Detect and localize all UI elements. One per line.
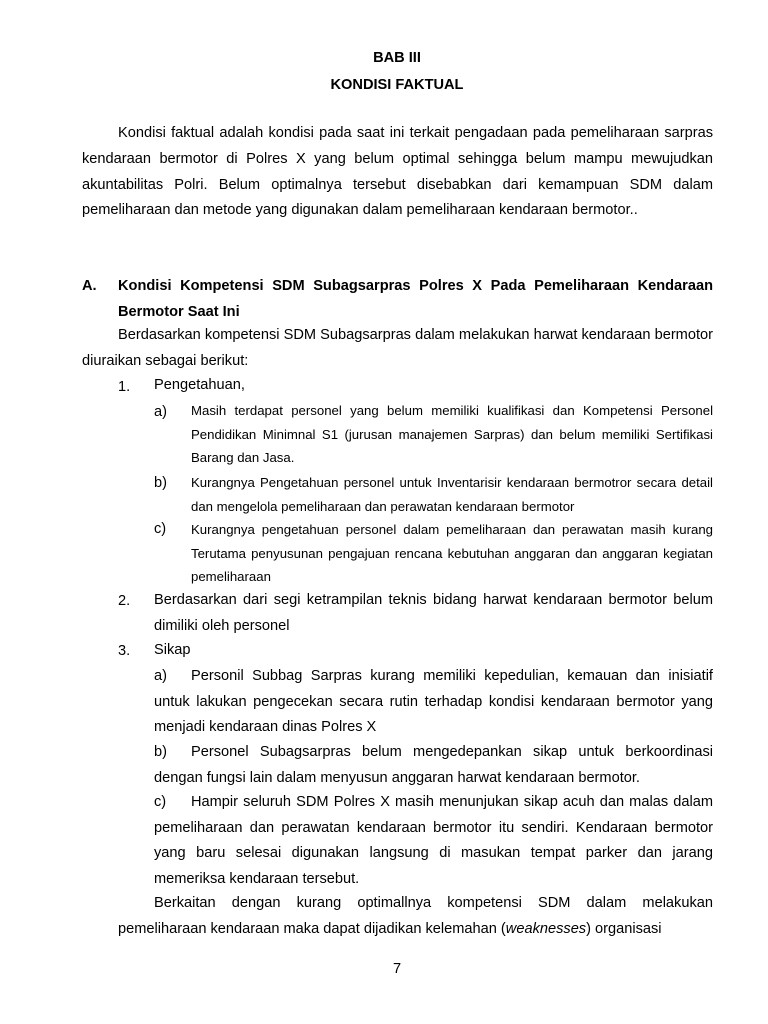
item-text: Sikap	[154, 642, 191, 658]
sub-item-text: Hampir seluruh SDM Polres X masih menunjukan sikap acuh dan malas dalam pemeliharaan dan perawatan kendaraan bermotor itu sendiri. Kendaraan bermotor yang baru selesai digunakan langsung di masukan tempat parker dan jarang memeriksa kendaraan tersebut.	[154, 794, 713, 887]
intro-paragraph: Kondisi faktual adalah kondisi pada saat ini terkait pengadaan pada pemeliharaan sarpras kendaraan bermotor di Polres X yang belum optimal sehingga belum mampu mewujudkan akuntabilitas Polri. Belum optimalnya tersebut disebabkan dari kemampuan SDM dalam pemeliharaan dan metode yang digunakan dalam pemeliharaan kendaraan bermotor..	[82, 125, 713, 219]
closing-paragraph: Berkaitan dengan kurang optimallnya kompetensi SDM dalam melakukan pemeliharaan kendaraan maka dapat dijadikan kelemahan (weaknesses) organisasi	[118, 895, 713, 937]
sub-item-text: Kurangnya pengetahuan personel dalam pemeliharaan dan perawatan masih kurang Terutama penyusunan pengajuan rencana kebutuhan anggaran dan anggaran kegiatan pemeliharaan	[191, 522, 713, 584]
sub-item-text: Personil Subbag Sarpras kurang memiliki kepedulian, kemauan dan inisiatif untuk lakukan pengecekan secara rutin terhadap kondisi kendaraan bermotor yang menjadi kendaraan dinas Polres X	[154, 668, 713, 735]
item-number: 1.	[118, 379, 131, 395]
sub-item-text: Masih terdapat personel yang belum memiliki kualifikasi dan Kompetensi Personel Pendidikan Minimnal S1 (jurusan manajemen Sarpras) dan belum memiliki Sertifikasi Barang dan Jasa.	[191, 403, 713, 465]
chapter-title: KONDISI FAKTUAL	[330, 77, 464, 93]
sub-item-letter: a)	[154, 668, 167, 684]
sub-item-letter: b)	[154, 744, 167, 760]
section-heading: Kondisi Kompetensi SDM Subagsarpras Polres X Pada Pemeliharaan Kendaraan Bermotor Saat Ini	[118, 278, 713, 320]
section-letter: A.	[82, 278, 97, 294]
sub-item-letter: c)	[154, 794, 167, 810]
page-number: 7	[392, 961, 402, 977]
sub-item-text: Personel Subagsarpras belum mengedepankan sikap untuk berkoordinasi dengan fungsi lain dalam menyusun anggaran harwat kendaraan bermotor.	[154, 744, 713, 786]
attitude-item	[154, 790, 713, 892]
item-number: 2.	[118, 593, 131, 609]
sub-item-letter: b)	[154, 475, 167, 491]
item-number: 3.	[118, 643, 131, 659]
attitude-item	[154, 664, 713, 741]
chapter-label: BAB III	[373, 50, 421, 66]
item-text: Berdasarkan dari segi ketrampilan teknis bidang harwat kendaraan bermotor belum dimiliki oleh personel	[154, 592, 713, 634]
section-lead: Berdasarkan kompetensi SDM Subagsarpras dalam melakukan harwat kendaraan bermotor diuraikan sebagai berikut:	[82, 327, 713, 369]
sub-item-text: Kurangnya Pengetahuan personel untuk Inventarisir kendaraan bermotror secara detail dan mengelola pemeliharaan dan perawatan kendaraan bermotor	[191, 475, 713, 514]
sub-item-letter: c)	[154, 521, 167, 537]
attitude-item	[154, 740, 713, 791]
weaknesses-term: weaknesses	[505, 920, 587, 937]
sub-item-letter: a)	[154, 404, 167, 420]
item-text: Pengetahuan,	[154, 377, 245, 393]
